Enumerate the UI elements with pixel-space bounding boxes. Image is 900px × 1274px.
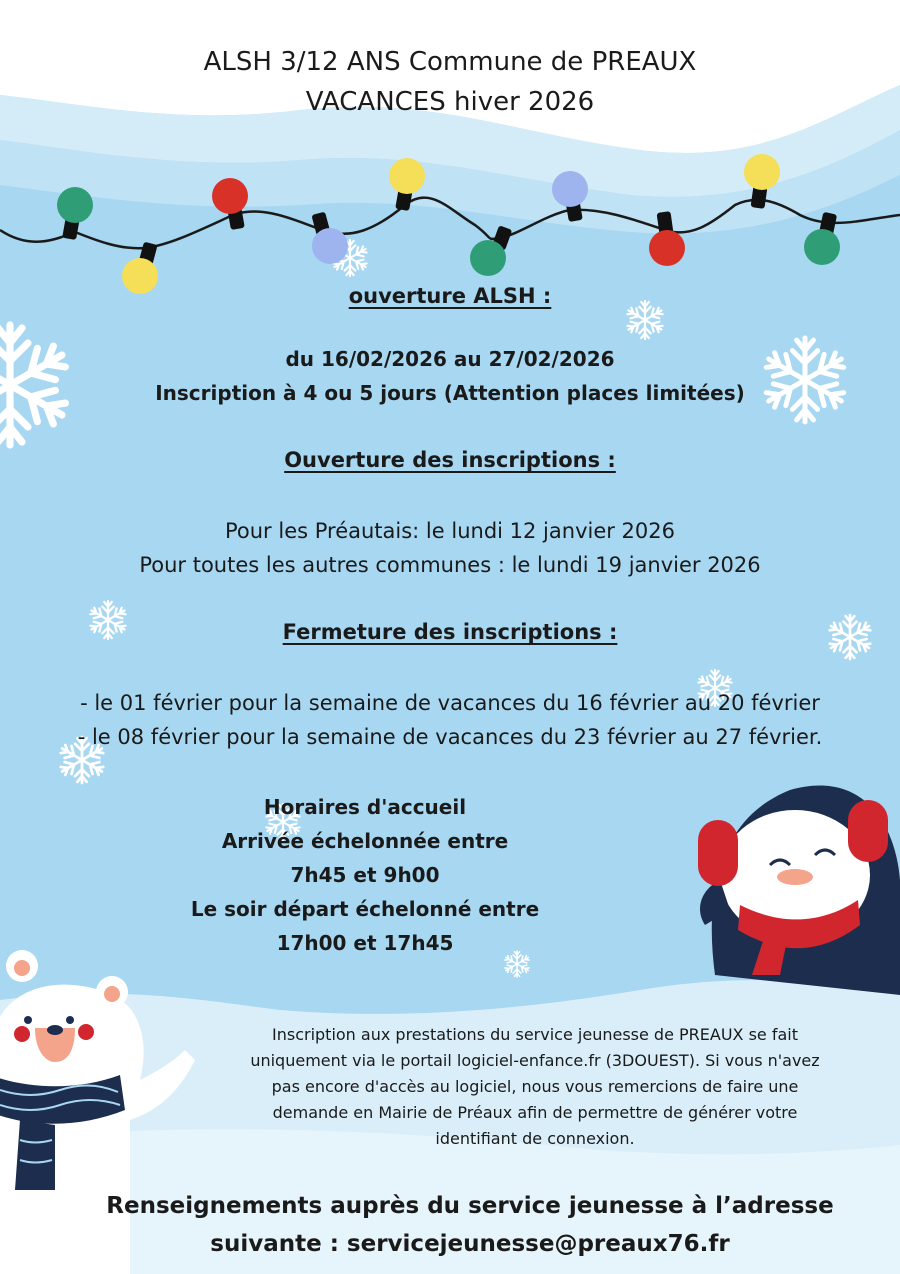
portal-notice: [170, 1022, 900, 1152]
registration-open-line2: Pour toutes les autres communes : le lundi 19 janvier 2026: [139, 553, 761, 577]
portal-notice-line4: demande en Mairie de Préaux afin de permettre de générer votre: [272, 1103, 798, 1122]
contact-line2: suivante : servicejeunesse@preaux76.fr: [210, 1231, 730, 1257]
portal-notice-line3: pas encore d'accès au logiciel, nous vous remercions de faire une: [271, 1077, 799, 1096]
hours-line5: 17h00 et 17h45: [276, 931, 454, 955]
portal-notice-line2: uniquement via le portail logiciel-enfance.fr (3DOUEST). Si vous n'avez: [250, 1051, 820, 1070]
hours-line1: Horaires d'accueil: [263, 795, 467, 819]
contact-line1: Renseignements auprès du service jeunesse à l’adresse: [106, 1193, 834, 1219]
registration-open-heading: Ouverture des inscriptions :: [284, 448, 616, 472]
portal-notice-line5: identifiant de connexion.: [435, 1129, 635, 1148]
page-title: ALSH 3/12 ANS Commune de PREAUX: [203, 47, 697, 77]
opening-enrollment: Inscription à 4 ou 5 jours (Attention places limitées): [155, 381, 745, 405]
opening-heading: ouverture ALSH :: [348, 284, 552, 308]
hours-line3: 7h45 et 9h00: [290, 863, 440, 887]
portal-notice-line1: Inscription aux prestations du service jeunesse de PREAUX se fait: [272, 1025, 798, 1044]
penguin-illustration: [698, 786, 900, 995]
opening-dates: du 16/02/2026 au 27/02/2026: [285, 347, 615, 371]
hours-block: [110, 790, 620, 960]
hours-line2: Arrivée échelonnée entre: [221, 829, 509, 853]
registration-open-line1: Pour les Préautais: le lundi 12 janvier 2026: [224, 519, 675, 543]
registration-close-heading: Fermeture des inscriptions :: [282, 620, 618, 644]
registration-close-line1: - le 01 février pour la semaine de vacances du 16 février au 20 février: [80, 691, 820, 715]
page-subtitle: VACANCES hiver 2026: [305, 87, 595, 117]
registration-close-line2: - le 08 février pour la semaine de vacances du 23 février au 27 février.: [77, 725, 823, 749]
hours-line4: Le soir départ échelonné entre: [190, 897, 540, 921]
